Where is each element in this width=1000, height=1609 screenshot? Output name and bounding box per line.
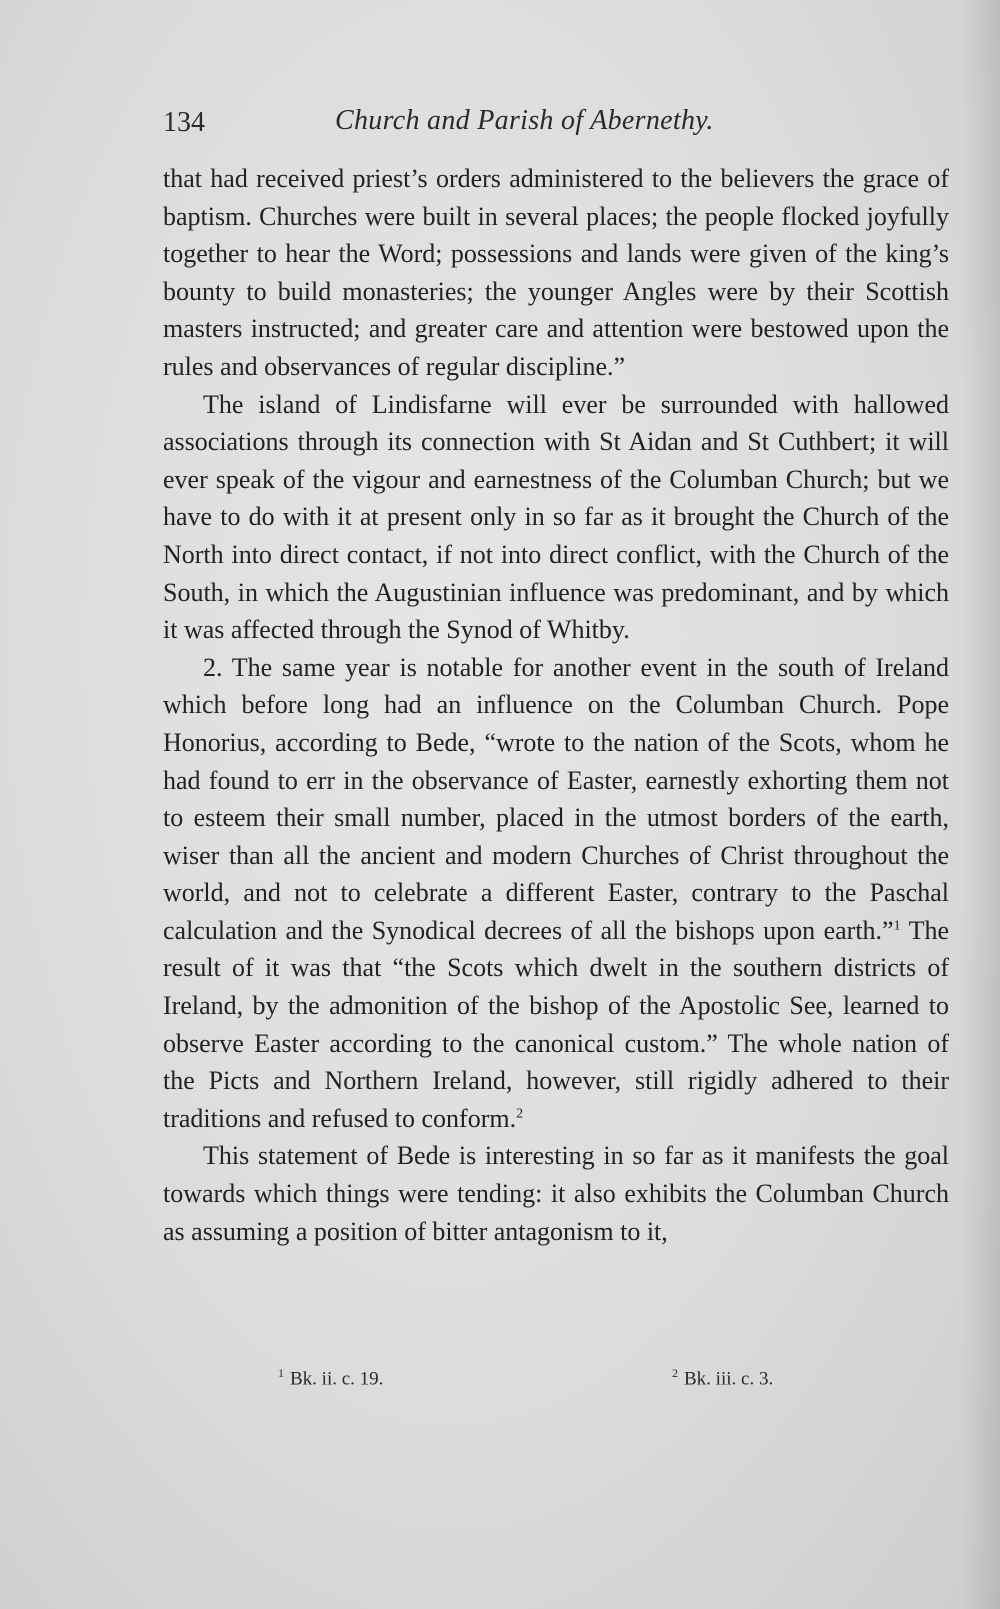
body-text bbox=[163, 160, 949, 1250]
footnote-2-text: Bk. iii. c. 3. bbox=[684, 1368, 774, 1390]
paragraph-3 bbox=[163, 649, 949, 1138]
footnotes bbox=[160, 1366, 946, 1396]
paragraph-1: that had received priest’s orders administered to the believers the grace of baptism. Churches were built in several places; the people flocked joyfully together to hear the Word; possessions and lands were given of the king’s bounty to build monasteries; the younger Angles were by their Scottish masters instructed; and greater care and attention were bestowed upon the rules and observances of regular discipline.” bbox=[163, 164, 949, 381]
paragraph-4: This statement of Bede is interesting in so far as it manifests the goal towards which things were tending: it also exhibits the Columban Church as assuming a position of bitter antagonism to it, bbox=[163, 1141, 949, 1246]
paragraph-2: The island of Lindisfarne will ever be surrounded with hallowed associations through its connection with St Aidan and St Cuthbert; it will ever speak of the vigour and earnestness of the Columban Church; but we have to do with it at present only in so far as it brought the Church of the North into direct contact, if not into direct conflict, with the Church of the South, in which the Augustinian influence was predominant, and by which it was affected through the Synod of Whitby. bbox=[163, 389, 949, 645]
paragraph-3-part-a: 2. The same year is notable for another event in the south of Ireland which before long had an influence on the Columban Church. Pope Honorius, according to Bede, “wrote to the nation of the Scots, whom he had found to err in the observance of Easter, earnestly exhorting them not to esteem their small number, placed in the utmost borders of the earth, wiser than all the ancient and modern Churches of Christ throughout the world, and not to celebrate a different Easter, contrary to the Paschal calculation and the Synodical decrees of all the bishops upon earth.” bbox=[163, 652, 949, 945]
footnote-1-text: Bk. ii. c. 19. bbox=[290, 1368, 384, 1390]
footnote-1 bbox=[278, 1366, 383, 1390]
footnote-2 bbox=[672, 1366, 773, 1390]
footnote-2-mark: 2 bbox=[672, 1366, 678, 1380]
footnote-ref-2: 2 bbox=[516, 1106, 524, 1122]
footnote-ref-1: 1 bbox=[893, 918, 901, 934]
running-title: Church and Parish of Abernethy. bbox=[335, 105, 714, 136]
paragraph-3-part-b: The result of it was that “the Scots which dwelt in the southern districts of Ireland, by the admonition of the bishop of the Apostolic See, learned to observe Easter according to the canonical custom.” The whole nation of the Picts and Northern Ireland, however, still rigidly adhered to their traditions and refused to conform. bbox=[163, 915, 950, 1133]
footnote-1-mark: 1 bbox=[278, 1366, 284, 1380]
page-number: 134 bbox=[163, 107, 205, 138]
page-header bbox=[163, 103, 795, 147]
